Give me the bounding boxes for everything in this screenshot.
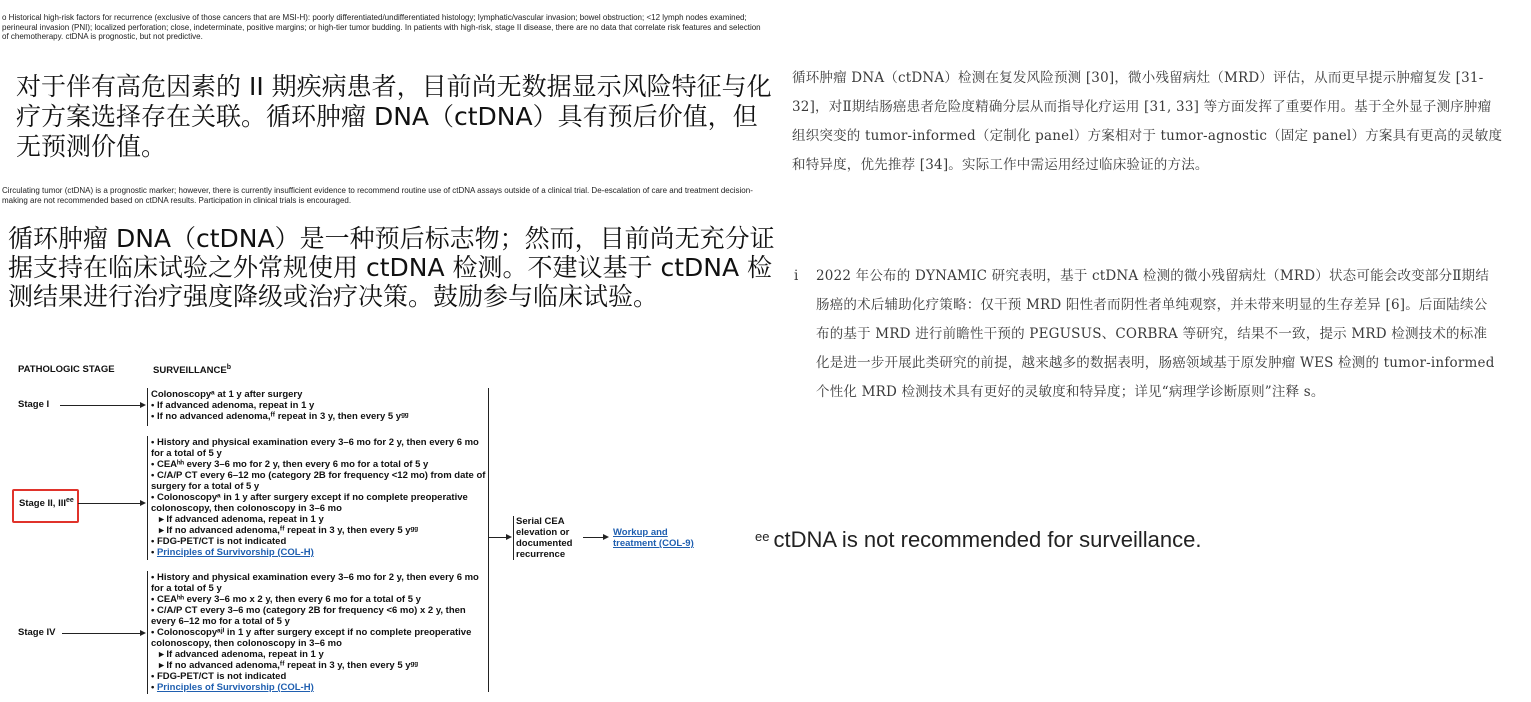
stage-4-line-6: • FDG-PET/CT is not indicated (151, 671, 287, 682)
stage-4-line-2: • C/A/P CT every 3–6 mo (category 2B for frequency <6 mo) x 2 y, then every 6–12 mo for a total of 5 y (151, 605, 466, 627)
right-paragraph-1: 循环肿瘤 DNA（ctDNA）检测在复发风险预测 [30]，微小残留病灶（MRD）评估，从而更早提示肿瘤复发 [31-32]，对Ⅱ期结肠癌患者危险度精确分层从而指导化疗运用 [31, 33] 等方面发挥了重要作用。基于全外显子测序肿瘤组织突变的 tumor-informed（定制化 panel）方案相对于 tumor-agnostic（固定 panel）方案具有更高的灵敏度和特异度，优先推荐 [34]。实际工作中需运用经过临床验证的方法。 (792, 70, 1503, 173)
stage-2-3-label-sup: ee (66, 497, 74, 504)
ee-footnote-text: ctDNA is not recommended for surveillance. (773, 527, 1202, 552)
stage-2-3-connector (78, 503, 140, 504)
stage-4-surveillance: • History and physical examination every 3–6 mo for 2 y, then every 6 mo for a total of 5 y • CEAʰʰ every 3–6 mo x 2 y, then every 6 mo for a total of 5 y • C/A/P CT every 3–6 mo (category 2B for frequency <6 mo) x 2 y, then every 6–12 mo for a total of 5 y • Colonoscopyᵃʲⁱ in 1 y after surgery except if no complete preoperative colonoscopy, then colonoscopy in 3–6 mo ▸ If advanced adenoma, repeat in 1 y ▸ If no advanced adenoma,ᶠᶠ repeat in 3 y, then every 5 yᵍᵍ • FDG-PET/CT is not indicated • Principles of Survivorship (COL-H) (151, 572, 489, 693)
header-pathologic-stage: PATHOLOGIC STAGE (18, 364, 115, 375)
recurrence-text: Serial CEA elevation or documented recurrence (516, 516, 573, 560)
workup-treatment-link[interactable]: Workup and treatment (COL-9) (613, 527, 694, 549)
ee-footnote (755, 527, 1201, 553)
translation-1: 对于伴有高危因素的 II 期疾病患者，目前尚无数据显示风险特征与化疗方案选择存在关联。循环肿瘤 DNA（ctDNA）具有预后价值，但无预测价值。 (16, 72, 772, 161)
stage-1-connector (60, 405, 140, 406)
ee-footnote-sup: ee (755, 529, 770, 544)
stage-4-connector (62, 633, 140, 634)
header-surveillance (153, 364, 231, 376)
stage-4-bracket (147, 571, 148, 694)
header-surveillance-text: SURVEILLANCE (153, 365, 227, 377)
stage-4-line-0: • History and physical examination every 3–6 mo for 2 y, then every 6 mo for a total of 5 y (151, 572, 479, 594)
stage-1-arrow (140, 402, 146, 408)
stage-2-3-line-3: • Colonoscopyᵃ in 1 y after surgery except if no complete preoperative colonoscopy, then colonoscopy in 3–6 mo (151, 492, 468, 514)
stage-2-3-line-2: • C/A/P CT every 6–12 mo (category 2B for frequency <12 mo) from date of surgery for a total of 5 y (151, 470, 486, 492)
stage-4-line-1: • CEAʰʰ every 3–6 mo x 2 y, then every 6 mo for a total of 5 y (151, 594, 421, 605)
header-surveillance-sup: b (226, 364, 232, 371)
stage-4-line-3: • Colonoscopyᵃʲⁱ in 1 y after surgery except if no complete preoperative colonoscopy, then colonoscopy in 3–6 mo (151, 627, 472, 649)
right-paragraph-2-marker: i (794, 268, 799, 284)
stage-1-surveillance (151, 389, 486, 422)
stage-1-label: Stage I (18, 399, 50, 410)
recurrence-bracket (513, 516, 514, 560)
stage-2-3-line-4: ▸ If advanced adenoma, repeat in 1 y (159, 514, 324, 525)
stage-2-3-line-6: • FDG-PET/CT is not indicated (151, 536, 287, 547)
stage-1-bracket (147, 388, 148, 426)
stage-4-line-4: ▸ If advanced adenoma, repeat in 1 y (159, 649, 324, 660)
recurrence-connector (488, 537, 506, 538)
stage-2-3-label (19, 497, 74, 509)
recurrence-arrow (506, 534, 512, 540)
stage-2-3-line-0: • History and physical examination every 3–6 mo for 2 y, then every 6 mo for a total of 5 y (151, 437, 479, 459)
workup-arrow (603, 534, 609, 540)
translation-2: 循环肿瘤 DNA（ctDNA）是一种预后标志物；然而，目前尚无充分证据支持在临床试验之外常规使用 ctDNA 检测。不建议基于 ctDNA 检测结果进行治疗强度降级或治疗决策。鼓励参与临床试验。 (8, 224, 775, 311)
stage-4-label: Stage IV (18, 627, 56, 638)
right-paragraph-2: 2022 年公布的 DYNAMIC 研究表明，基于 ctDNA 检测的微小残留病灶（MRD）状态可能会改变部分Ⅱ期结肠癌的术后辅助化疗策略：仅干预 MRD 阳性者而阴性者单纯观察，并未带来明显的生存差异 [6]。后面陆续公布的基于 MRD 进行前瞻性干预的 PEGUSUS、CORBRA 等研究，结果不一致，提示 MRD 检测技术的标准化是进一步开展此类研究的前提，越来越多的数据表明，肠癌领域基于原发肿瘤 WES 检测的 tumor-informed 个性化 MRD 检测技术具有更好的灵敏度和特异度；详见“病理学诊断原则”注释 s。 (816, 268, 1495, 400)
footnote-mid: Circulating tumor (ctDNA) is a prognostic marker; however, there is currently insufficient evidence to recommend routine use of ctDNA assays outside of a clinical trial. De-escalation of care and treatment decision-making are not recommended based on ctDNA results. Participation in clinical trials is encouraged. (2, 186, 753, 205)
stage-1-line-2: • If no advanced adenoma,ᶠᶠ repeat in 3 y, then every 5 yᵍᵍ (151, 411, 409, 422)
stage-1-line-1: • If advanced adenoma, repeat in 1 y (151, 400, 315, 411)
stage-4-survivorship-link[interactable]: Principles of Survivorship (COL-H) (156, 682, 314, 693)
stage-2-3-arrow (140, 500, 146, 506)
footnote-top: o Historical high-risk factors for recurrence (exclusive of those cancers that are MSI-H): poorly differentiated/undifferentiated histology; lymphatic/vascular invasion; bowel obstruction; <12 lymph nodes examined; perineural invasion (PNI); localized perforation; close, indeterminate, positive margins; or high-tier tumor budding. In patients with high-risk, stage II disease, there are no data that correlate risk features and selection of chemotherapy. ctDNA is prognostic, but not predictive. (2, 13, 761, 41)
stage-2-3-survivorship-link[interactable]: Principles of Survivorship (COL-H) (156, 547, 314, 558)
stage-2-3-bracket (147, 436, 148, 560)
stage-4-arrow (140, 630, 146, 636)
stage-1-line-0: Colonoscopyᵃ at 1 y after surgery (151, 389, 303, 400)
stage-2-3-line-5: ▸ If no advanced adenoma,ᶠᶠ repeat in 3 y, then every 5 yᵍᵍ (159, 525, 418, 536)
stage-2-3-label-text: Stage II, III (19, 498, 66, 510)
stage-4-line-5: ▸ If no advanced adenoma,ᶠᶠ repeat in 3 y, then every 5 yᵍᵍ (159, 660, 418, 671)
workup-connector (583, 537, 603, 538)
stage-2-3-surveillance: • History and physical examination every 3–6 mo for 2 y, then every 6 mo for a total of 5 y • CEAʰʰ every 3–6 mo for 2 y, then every 6 mo for a total of 5 y • C/A/P CT every 6–12 mo (category 2B for frequency <12 mo) from date of surgery for a total of 5 y • Colonoscopyᵃ in 1 y after surgery except if no complete preoperative colonoscopy, then colonoscopy in 3–6 mo ▸ If advanced adenoma, repeat in 1 y ▸ If no advanced adenoma,ᶠᶠ repeat in 3 y, then every 5 yᵍᵍ • FDG-PET/CT is not indicated • Principles of Survivorship (COL-H) (151, 437, 489, 558)
stage-2-3-line-1: • CEAʰʰ every 3–6 mo for 2 y, then every 6 mo for a total of 5 y (151, 459, 429, 470)
